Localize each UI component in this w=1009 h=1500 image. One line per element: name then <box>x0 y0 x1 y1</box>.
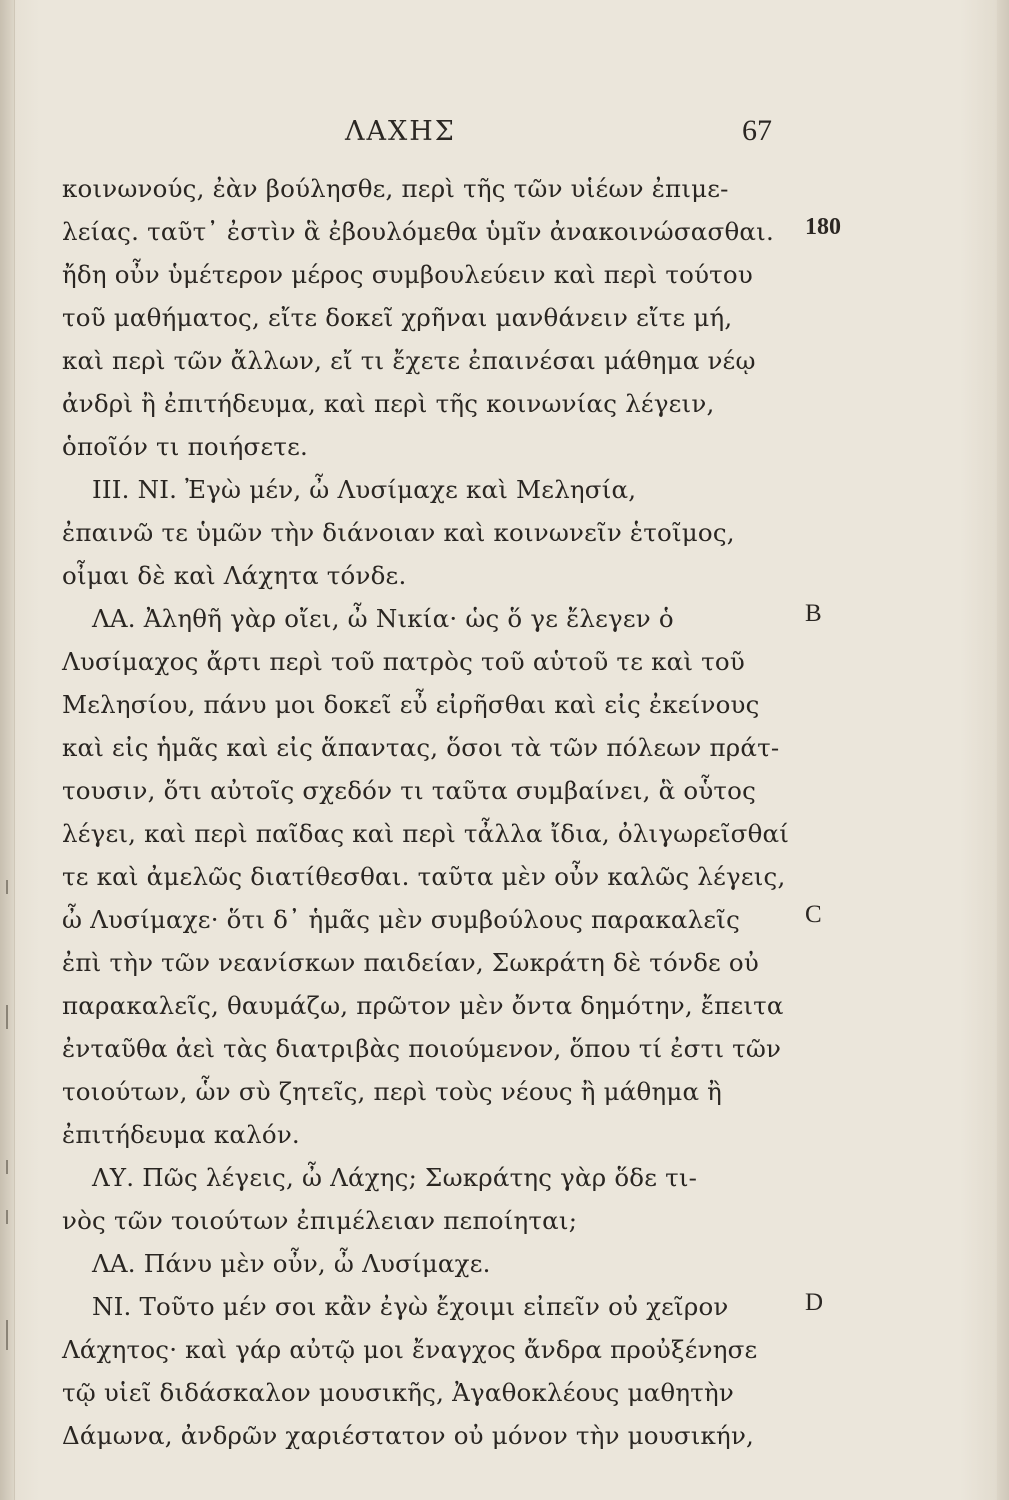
text-line: ἤδη οὖν ὑμέτερον μέρος συμβουλεύειν καὶ περὶ τούτου <box>62 260 753 289</box>
text-line: λέγει, καὶ περὶ παῖδας καὶ περὶ τἆλλα ἴδια, ὀλιγωρεῖσθαί <box>62 819 790 848</box>
text-line: λείας. ταῦτ᾽ ἐστὶν ἃ ἐβουλόμεθα ὑμῖν ἀνακοινώσασθαι. <box>62 217 774 246</box>
gutter-mark <box>6 1005 8 1029</box>
text-line: Μελησίου, πάνυ μοι δοκεῖ εὖ εἰρῆσθαι καὶ εἰς ἐκείνους <box>62 690 760 719</box>
running-title: ΛΑΧΗΣ <box>345 116 456 147</box>
stephanus-marker-d: D <box>805 1289 824 1316</box>
page-header <box>0 116 1009 156</box>
text-line: ΛΑ. Πάνυ μὲν οὖν, ὦ Λυσίμαχε. <box>92 1249 491 1278</box>
stephanus-number: 180 <box>805 214 841 240</box>
text-line: Λυσίμαχος ἄρτι περὶ τοῦ πατρὸς τοῦ αὑτοῦ τε καὶ τοῦ <box>62 647 745 676</box>
text-line: Λάχητος· καὶ γάρ αὐτῷ μοι ἔναγχος ἄνδρα προὐξένησε <box>62 1335 758 1364</box>
text-line: τουσιν, ὅτι αὐτοῖς σχεδόν τι ταῦτα συμβαίνει, ἃ οὗτος <box>62 776 757 805</box>
text-line: παρακαλεῖς, θαυμάζω, πρῶτον μὲν ὄντα δημότην, ἔπειτα <box>62 991 784 1020</box>
text-line: νὸς τῶν τοιούτων ἐπιμέλειαν πεποίηται; <box>62 1206 578 1235</box>
text-line: τοῦ μαθήματος, εἴτε δοκεῖ χρῆναι μανθάνειν εἴτε μή, <box>62 303 733 332</box>
gutter-mark <box>6 880 8 894</box>
text-line: τῷ υἱεῖ διδάσκαλον μουσικῆς, Ἀγαθοκλέους μαθητὴν <box>62 1378 734 1407</box>
text-line: ὦ Λυσίμαχε· ὅτι δ᾽ ἡμᾶς μὲν συμβούλους παρακαλεῖς <box>62 905 740 934</box>
text-line: ΛΑ. Ἀληθῆ γὰρ οἴει, ὦ Νικία· ὡς ὅ γε ἔλεγεν ὁ <box>92 604 674 633</box>
page-outer-edge <box>997 0 1009 1500</box>
text-line: ὁποῖόν τι ποιήσετε. <box>62 432 308 461</box>
text-line: ΝΙ. Τοῦτο μέν σοι κἂν ἐγὼ ἔχοιμι εἰπεῖν οὐ χεῖρον <box>92 1292 729 1321</box>
text-line: τε καὶ ἀμελῶς διατίθεσθαι. ταῦτα μὲν οὖν καλῶς λέγεις, <box>62 862 786 891</box>
text-line: τοιούτων, ὧν σὺ ζητεῖς, περὶ τοὺς νέους ἢ μάθημα ἢ <box>62 1077 723 1106</box>
text-line: ἐνταῦθα ἀεὶ τὰς διατριβὰς ποιούμενον, ὅπου τί ἐστι τῶν <box>62 1034 782 1063</box>
text-line: III. ΝΙ. Ἐγὼ μέν, ὦ Λυσίμαχε καὶ Μελησία, <box>92 475 637 504</box>
gutter-mark <box>6 1160 8 1174</box>
text-line: ΛΥ. Πῶς λέγεις, ὦ Λάχης; Σωκράτης γὰρ ὅδε τι- <box>92 1163 698 1192</box>
text-line: ἐπὶ τὴν τῶν νεανίσκων παιδείαν, Σωκράτη δὲ τόνδε οὐ <box>62 948 759 977</box>
page-gutter-edge <box>0 0 15 1500</box>
text-line: κοινωνούς, ἐὰν βούλησθε, περὶ τῆς τῶν υἱέων ἐπιμε- <box>62 174 729 203</box>
gutter-mark <box>6 1210 8 1224</box>
gutter-mark <box>6 1320 8 1350</box>
text-line: Δάμωνα, ἀνδρῶν χαριέστατον οὐ μόνον τὴν μουσικήν, <box>62 1421 755 1450</box>
text-line: οἶμαι δὲ καὶ Λάχητα τόνδε. <box>62 561 407 590</box>
text-line: ἀνδρὶ ἢ ἐπιτήδευμα, καὶ περὶ τῆς κοινωνίας λέγειν, <box>62 389 715 418</box>
page-number: 67 <box>742 114 772 147</box>
stephanus-marker-c: C <box>805 901 822 928</box>
text-line: ἐπαινῶ τε ὑμῶν τὴν διάνοιαν καὶ κοινωνεῖν ἑτοῖμος, <box>62 518 735 547</box>
text-line: ἐπιτήδευμα καλόν. <box>62 1120 300 1149</box>
text-line: καὶ εἰς ἡμᾶς καὶ εἰς ἅπαντας, ὅσοι τὰ τῶν πόλεων πράτ- <box>62 733 780 762</box>
stephanus-marker-b: B <box>805 600 822 627</box>
text-line: καὶ περὶ τῶν ἄλλων, εἴ τι ἔχετε ἐπαινέσαι μάθημα νέῳ <box>62 346 756 375</box>
greek-text-body <box>62 167 792 1457</box>
